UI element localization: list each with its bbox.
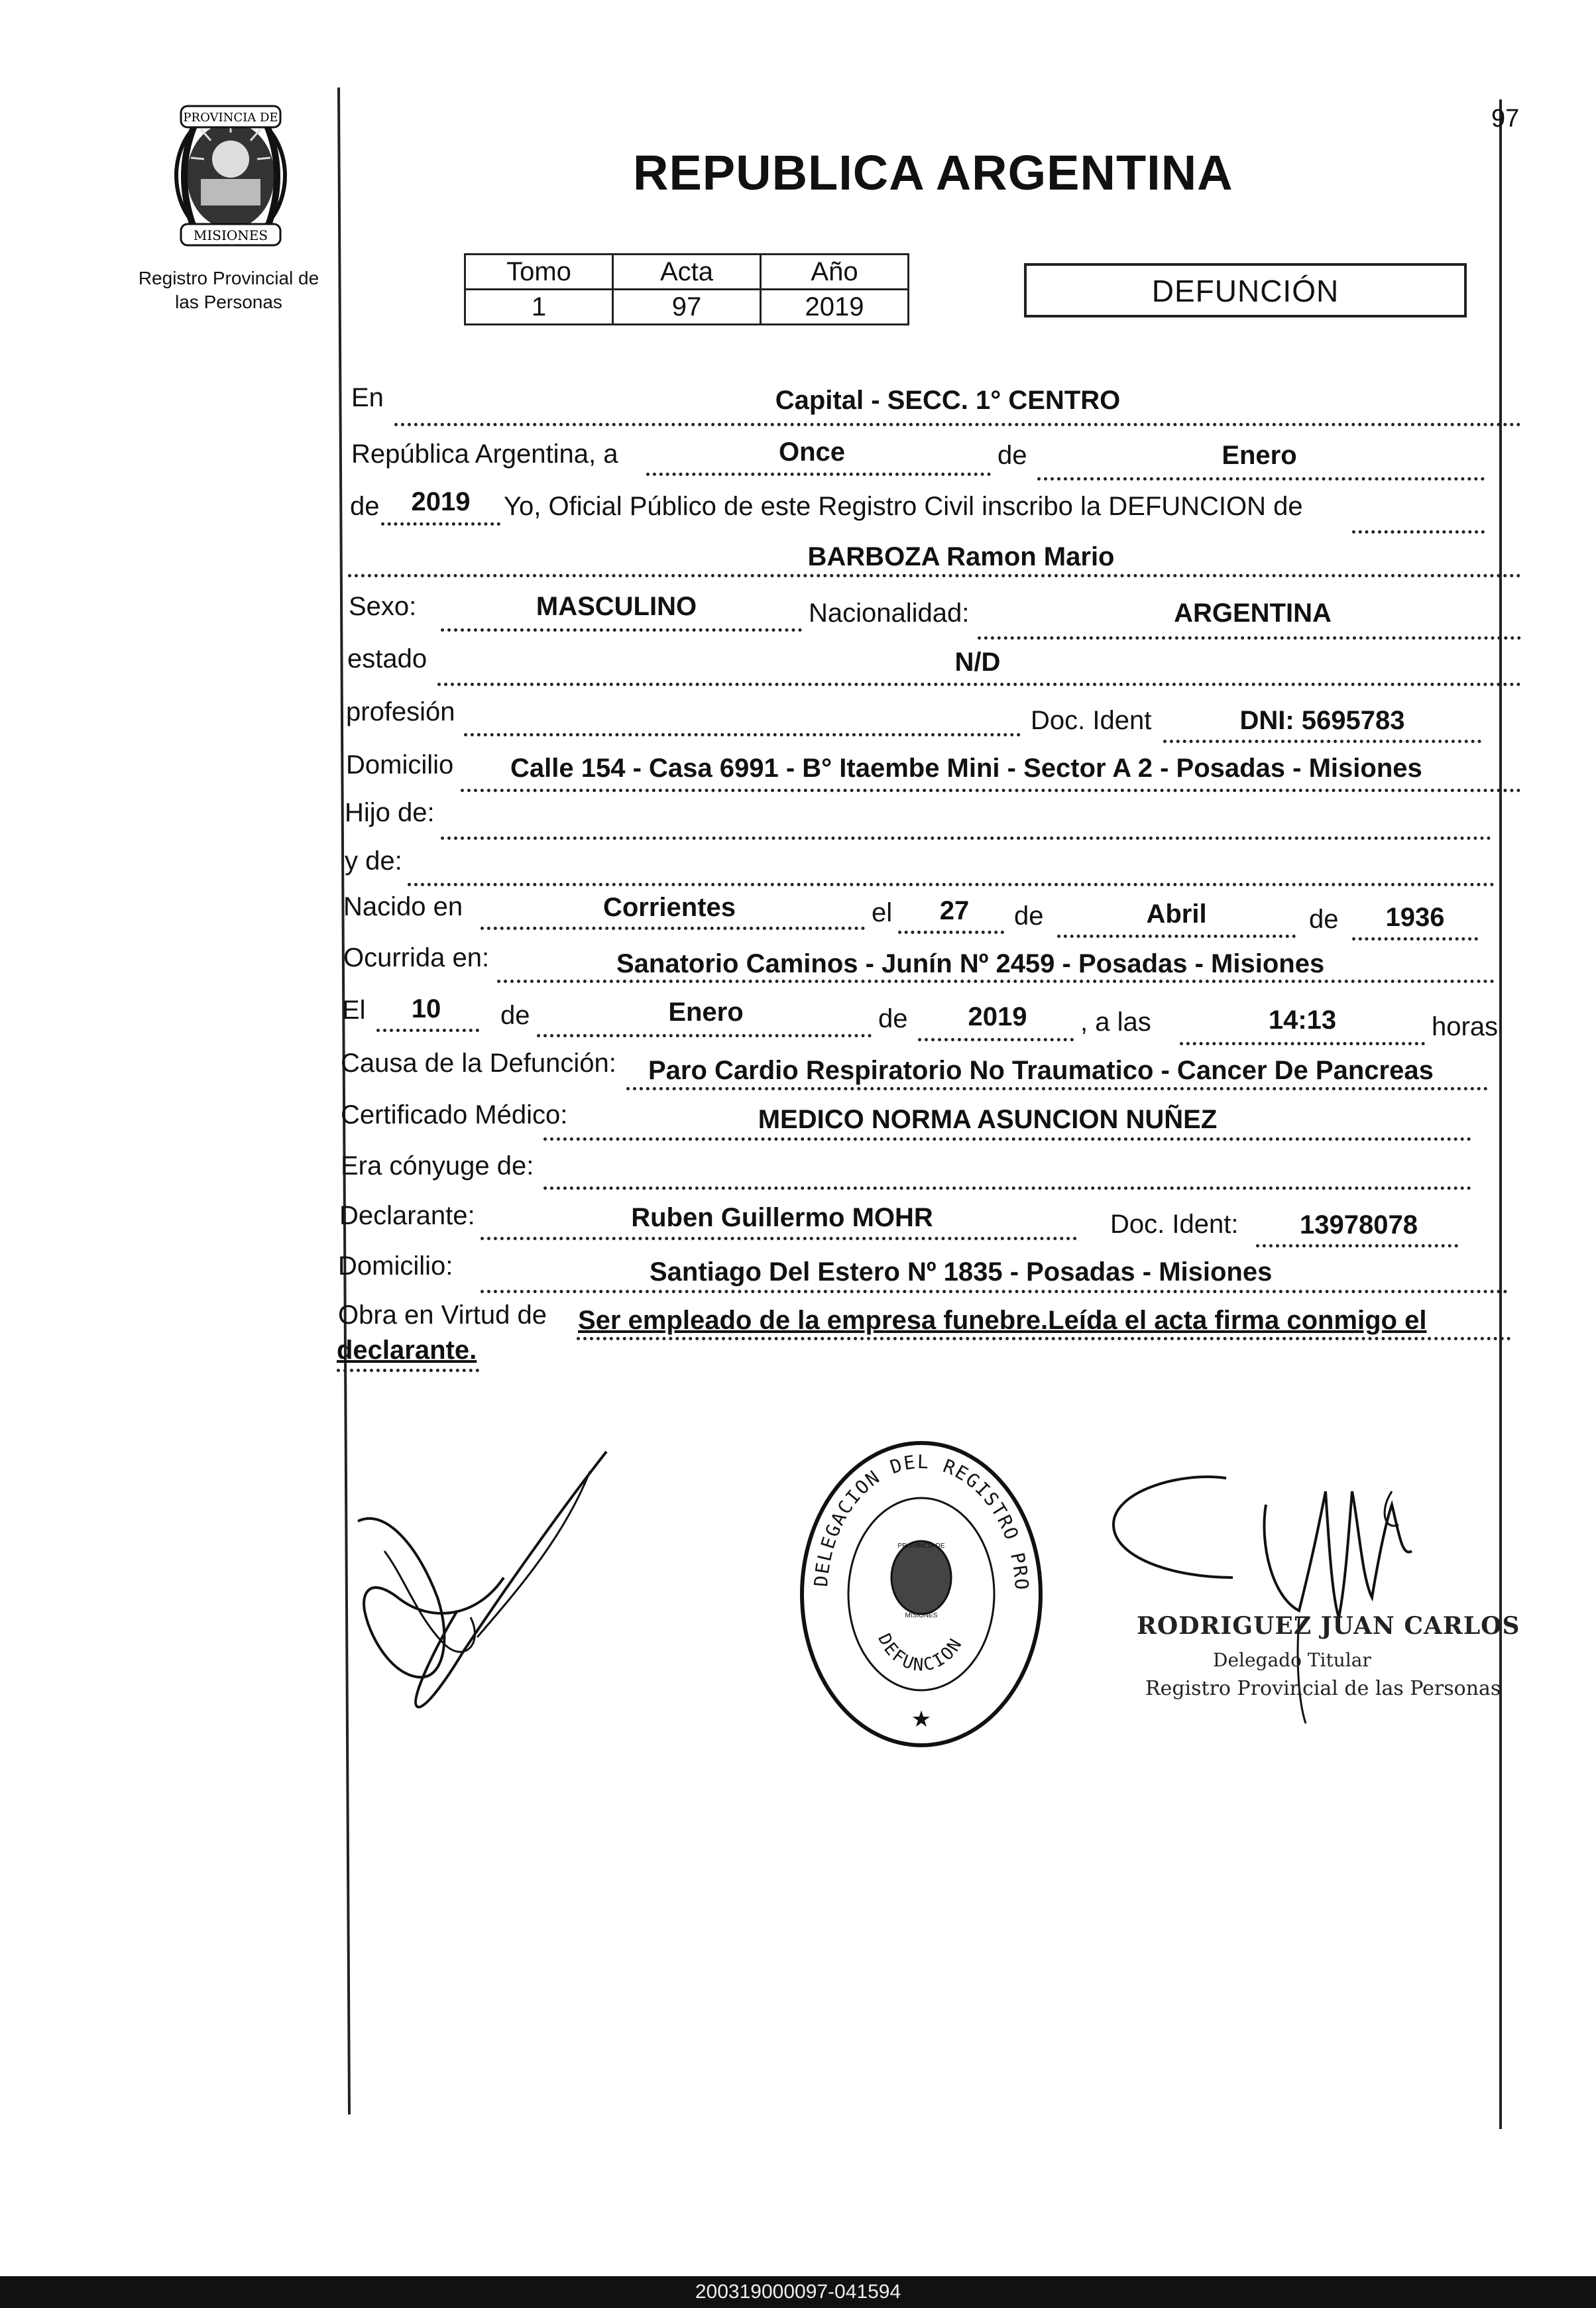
logo-bottom-text: MISIONES [193,227,268,243]
de-label-2: de [350,492,380,521]
day-value: Once [778,437,846,467]
de-label-5: de [500,1001,530,1030]
doc-ident-value: DNI: 5695783 [1239,706,1405,735]
doc-ident-dots [1163,740,1481,743]
day-dots [646,473,991,476]
obra-value-line1: Ser empleado de la empresa funebre.Leída el acta firma conmigo el [578,1306,1427,1335]
profesion-label: profesión [346,697,455,726]
de-label-3: de [1014,901,1044,931]
death-year: 2019 [968,1002,1027,1031]
el-label: el [872,898,893,927]
declarante-doc-label: Doc. Ident: [1110,1210,1239,1239]
seal-outer-text: DELEGACION DEL REGISTRO PRO [810,1450,1033,1592]
year-value: 2019 [411,487,471,516]
officer-registry: Registro Provincial de las Personas [1145,1677,1501,1700]
officer-title: Delegado Titular [1213,1649,1371,1671]
table-value-acta: 97 [613,290,761,325]
declarante-doc-value: 13978078 [1300,1210,1418,1240]
officer-name: RODRIGUEZ JUAN CARLOS [1137,1612,1520,1640]
right-margin-rule [1499,99,1502,2129]
death-month-dots [537,1034,872,1037]
sexo-dots [441,628,802,632]
domicilio-label: Domicilio [346,750,454,779]
svg-text:★: ★ [911,1707,932,1732]
horas-label: horas [1432,1012,1499,1041]
deceased-name: BARBOZA Ramon Mario [807,542,1115,571]
statement-text: Yo, Oficial Público de este Registro Civil inscribo la DEFUNCION de [504,492,1303,521]
domicilio-dots [461,789,1521,792]
domicilio-value: Calle 154 - Casa 6991 - B° Itaembe Mini - Sector A 2 - Posadas - Misiones [510,754,1422,783]
obra-dots-2 [337,1369,479,1372]
declarante-doc-dots [1256,1244,1458,1247]
en-value: Capital - SECC. 1° CENTRO [775,386,1121,415]
table-value-ano: 2019 [761,290,909,325]
hijo-label: Hijo de: [345,798,435,827]
republica-label: República Argentina, a [351,439,618,469]
registry-caption-line1: Registro Provincial de [138,268,319,288]
estado-dots [437,683,1521,686]
ocurrida-label: Ocurrida en: [343,943,490,972]
declarante-domicilio-value: Santiago Del Estero Nº 1835 - Posadas - Misiones [650,1257,1273,1287]
causa-label: Causa de la Defunción: [341,1049,616,1078]
de-label-6: de [878,1004,908,1033]
month-value: Enero [1222,441,1297,470]
hijo-dots [441,837,1491,840]
estado-value: N/D [954,648,1001,677]
year-dots [381,522,500,526]
record-table [464,253,909,325]
death-month: Enero [668,998,744,1027]
death-time-dots [1180,1042,1425,1045]
nacido-value: Corrientes [602,893,736,922]
de-label-4: de [1309,905,1339,934]
y-de-label: y de: [345,846,402,876]
table-header-acta: Acta [613,255,761,290]
page-number: 97 [1491,105,1520,133]
declarante-domicilio-label: Domicilio: [338,1251,453,1281]
seal-inner-text: DEFUNCION [874,1631,967,1676]
table-value-tomo: 1 [465,290,613,325]
footer-code: 200319000097-041594 [0,2276,1596,2308]
page-title: REPUBLICA ARGENTINA [633,145,1233,200]
death-day-dots [376,1029,479,1032]
seal-small-top: PROVINCIA DE [897,1542,945,1550]
table-header-ano: Año [761,255,909,290]
obra-dots [577,1337,1511,1340]
birth-year-dots [1352,937,1478,941]
obra-label: Obra en Virtud de [338,1300,547,1330]
de-label-1: de [997,441,1027,470]
alas-label: , a las [1080,1008,1151,1037]
statement-dots [1352,530,1485,534]
logo-top-text: PROVINCIA DE [183,111,278,125]
nacionalidad-label: Nacionalidad: [809,599,970,628]
month-dots [1037,477,1485,481]
causa-dots [626,1087,1488,1090]
y-de-dots [408,883,1495,886]
birth-day: 27 [939,896,970,925]
nacido-label: Nacido en [343,892,463,921]
nacido-dots [481,927,865,930]
doc-ident-label: Doc. Ident [1031,706,1152,735]
registry-caption-line2: las Personas [175,292,282,312]
profesion-dots [464,733,1021,736]
seal-small-bottom: MISIONES [905,1612,938,1619]
province-logo [154,99,307,252]
nacionalidad-dots [978,636,1521,640]
declarante-label: Declarante: [339,1201,475,1230]
sexo-label: Sexo: [349,592,417,621]
conyuge-label: Era cónyuge de: [341,1151,534,1181]
declarante-dots [481,1237,1077,1240]
estado-label: estado [347,644,428,673]
causa-value: Paro Cardio Respiratorio No Traumatico - Cancer De Pancreas [648,1056,1434,1085]
birth-month: Abril [1146,899,1207,929]
birth-day-dots [898,931,1004,934]
ocurrida-value: Sanatorio Caminos - Junín Nº 2459 - Posadas - Misiones [616,949,1325,978]
death-day: 10 [411,994,441,1023]
declarante-value: Ruben Guillermo MOHR [631,1203,933,1232]
ocurrida-dots [497,980,1495,983]
certificado-value: MEDICO NORMA ASUNCION NUÑEZ [758,1105,1218,1134]
death-time: 14:13 [1268,1006,1337,1035]
obra-value-line2: declarante. [337,1336,477,1365]
registry-seal [795,1438,1047,1750]
conyuge-dots [543,1186,1471,1190]
nacionalidad-value: ARGENTINA [1174,599,1332,628]
en-label: En [351,383,384,412]
name-dots [348,574,1521,577]
en-dots [394,423,1521,426]
registry-caption [126,266,331,314]
death-year-dots [918,1038,1074,1041]
declarante-domicilio-dots [481,1290,1508,1293]
birth-year: 1936 [1385,903,1445,932]
birth-month-dots [1057,935,1296,938]
sexo-value: MASCULINO [536,592,697,621]
declarant-signature [345,1445,623,1723]
record-type-box: DEFUNCIÓN [1024,263,1467,317]
certificado-dots [543,1137,1471,1141]
certificado-label: Certificado Médico: [341,1100,568,1129]
table-header-tomo: Tomo [465,255,613,290]
el2-label: El [342,996,366,1025]
